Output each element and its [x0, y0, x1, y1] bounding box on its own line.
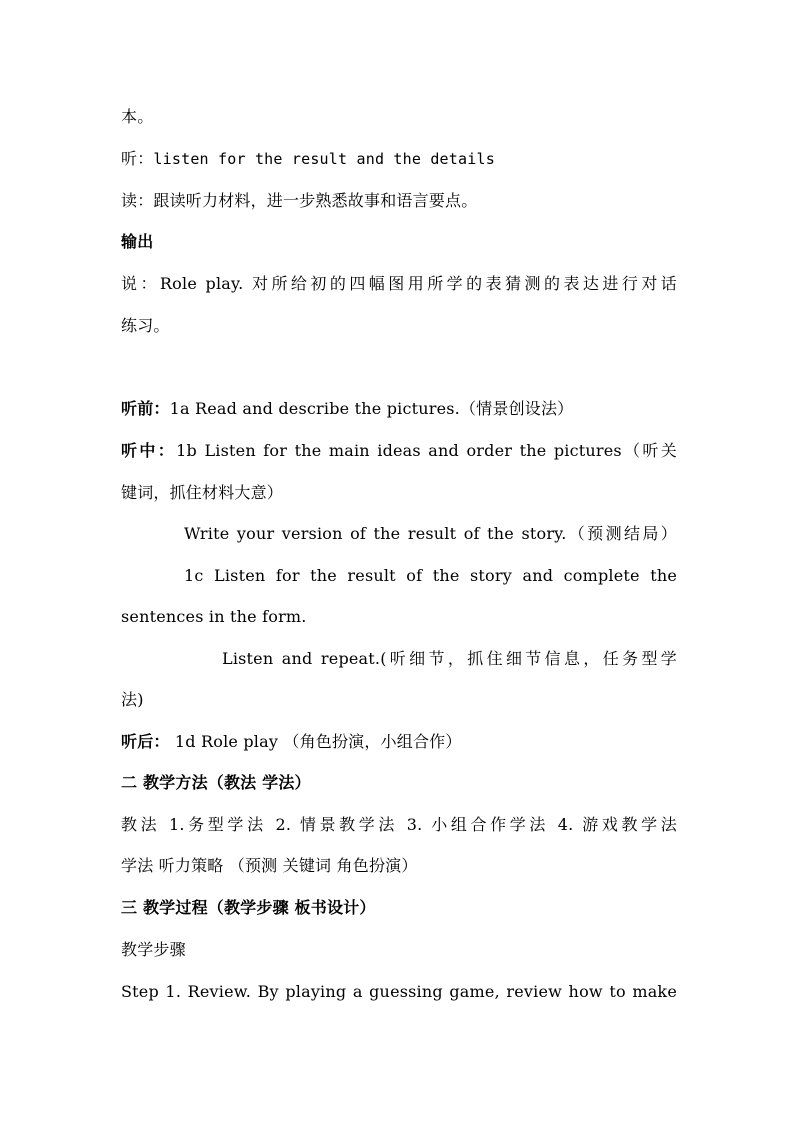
text-line: 法) [121, 690, 144, 709]
text-line: 1c Listen for the result of the story and complete the [184, 566, 677, 585]
text-line: Listen and repeat.(听细节，抓住细节信息，任务型学 [222, 649, 677, 668]
text-line-listen [121, 149, 677, 169]
heading-output: 输出 [121, 232, 154, 251]
text-line-post-listening [121, 732, 677, 752]
line-text: listen for the result and the details [153, 150, 495, 168]
text-line: 练习。 [121, 316, 170, 335]
line-text: 1a Read and describe the pictures.（情景创设法） [169, 399, 574, 418]
text-line-read: 读：跟读听力材料，进一步熟悉故事和语言要点。 [121, 191, 478, 210]
text-line-speak: 说：Role play. 对所给初的四幅图用所学的表猜测的表达进行对话 [121, 274, 677, 293]
text-line: 键词，抓住材料大意） [121, 483, 284, 502]
section-heading-methods: 二 教学方法（教法 学法） [121, 773, 311, 792]
line-text: 1b Listen for the main ideas and order the pictures（听关 [176, 441, 677, 460]
line-text: 1d Role play （角色扮演，小组合作） [169, 732, 462, 751]
text-line: 学法 听力策略 （预测 关键词 角色扮演） [121, 856, 418, 875]
text-line: 教法 1.务型学法 2. 情景教学法 3. 小组合作学法 4. 游戏教学法 [121, 815, 677, 834]
line-label: 听后： [121, 732, 170, 751]
text-line: 本。 [121, 107, 154, 126]
line-label: 听中： [121, 441, 177, 460]
text-line-while-listening [121, 441, 677, 461]
line-label: 听前： [121, 399, 170, 418]
text-line: Write your version of the result of the story.（预测结局） [184, 524, 677, 543]
text-line: sentences in the form. [121, 607, 307, 626]
text-line: Step 1. Review. By playing a guessing game, review how to make [121, 982, 677, 1001]
text-line: 教学步骤 [121, 940, 186, 959]
text-line-pre-listening [121, 399, 677, 419]
section-heading-process: 三 教学过程（教学步骤 板书设计） [121, 898, 376, 917]
line-label: 听： [121, 149, 154, 168]
